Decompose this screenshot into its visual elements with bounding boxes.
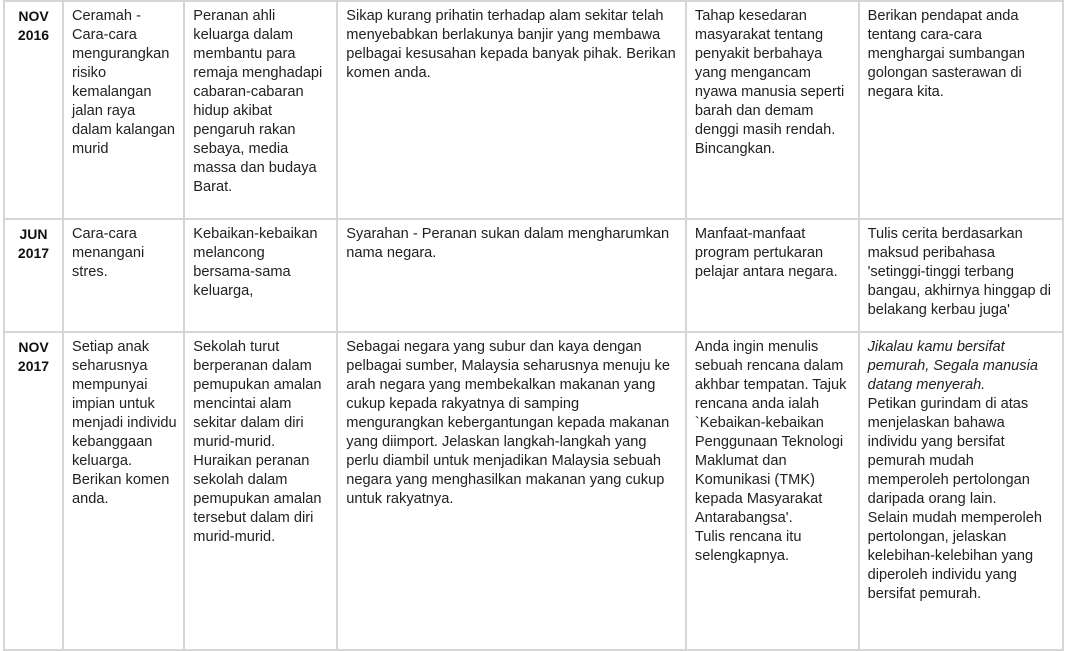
table-cell: Tulis cerita berdasarkan maksud peribahasa 'setinggi-tinggi terbang bangau, akhirnya hinggap di belakang kerbau juga' (859, 219, 1063, 332)
table-row (4, 1, 1063, 219)
table-cell: Manfaat-manfaat program pertukaran pelajar antara negara. (686, 219, 859, 332)
exam-topics-table (3, 0, 1064, 651)
table-cell: Syarahan - Peranan sukan dalam mengharumkan nama negara. (337, 219, 686, 332)
table-cell: Ceramah - Cara-cara mengurangkan risiko kemalangan jalan raya dalam kalangan murid (63, 1, 184, 219)
table-row (4, 332, 1063, 650)
date-cell: NOV 2017 (4, 332, 63, 650)
table-cell: Setiap anak seharusnya mempunyai impian untuk menjadi individu kebanggaan keluarga. Berikan komen anda. (63, 332, 184, 650)
table-cell: Cara-cara menangani stres. (63, 219, 184, 332)
cell-paragraph: Petikan gurindam di atas menjelaskan bahawa individu yang bersifat pemurah mudah memperoleh pertolongan daripada orang lain. (867, 396, 1030, 507)
table-cell: Tahap kesedaran masyarakat tentang penyakit berbahaya yang mengancam nyawa manusia seperti barah dan demam denggi masih rendah. Bincangkan. (686, 1, 859, 219)
table-row (4, 219, 1063, 332)
table-cell: Peranan ahli keluarga dalam membantu para remaja menghadapi cabaran-cabaran hidup akibat pengaruh rakan sebaya, media massa dan budaya Barat. (184, 1, 337, 219)
table-cell: Sebagai negara yang subur dan kaya dengan pelbagai sumber, Malaysia seharusnya menuju ke arah negara yang membekalkan makanan yang cukup kepada rakyatnya di samping mengurangkan kebergantungan kepada makanan yang diimport. Jelaskan langkah-langkah yang perlu diambil untuk menjadikan Malaysia sebuah negara yang menghasilkan makanan yang cukup untuk rakyatnya. (337, 332, 686, 650)
cell-paragraph: Selain mudah memperoleh pertolongan, jelaskan kelebihan-kelebihan yang diperoleh individu yang bersifat pemurah. (867, 510, 1043, 602)
gurindam-quote: Jikalau kamu bersifat pemurah, Segala manusia datang menyerah. (867, 339, 1038, 393)
table-cell (686, 332, 859, 650)
table-cell: Sekolah turut berperanan dalam pemupukan amalan mencintai alam sekitar dalam diri murid-murid. Huraikan peranan sekolah dalam pemupukan amalan tersebut dalam diri murid-murid. (184, 332, 337, 650)
table-cell: Kebaikan-kebaikan melancong bersama-sama keluarga, (184, 219, 337, 332)
date-cell: NOV 2016 (4, 1, 63, 219)
cell-paragraph: Anda ingin menulis sebuah rencana dalam akhbar tempatan. Tajuk rencana anda ialah `Kebaikan-kebaikan Penggunaan Teknologi Maklumat dan Komunikasi (TMK) kepada Masyarakat Antarabangsa'. (694, 339, 847, 526)
cell-paragraph: Tulis rencana itu selengkapnya. (694, 529, 802, 564)
table-cell (859, 332, 1063, 650)
date-cell: JUN 2017 (4, 219, 63, 332)
table-cell: Sikap kurang prihatin terhadap alam sekitar telah menyebabkan berlakunya banjir yang membawa pelbagai kesusahan kepada banyak pihak. Berikan komen anda. (337, 1, 686, 219)
table-cell: Berikan pendapat anda tentang cara-cara menghargai sumbangan golongan sasterawan di negara kita. (859, 1, 1063, 219)
